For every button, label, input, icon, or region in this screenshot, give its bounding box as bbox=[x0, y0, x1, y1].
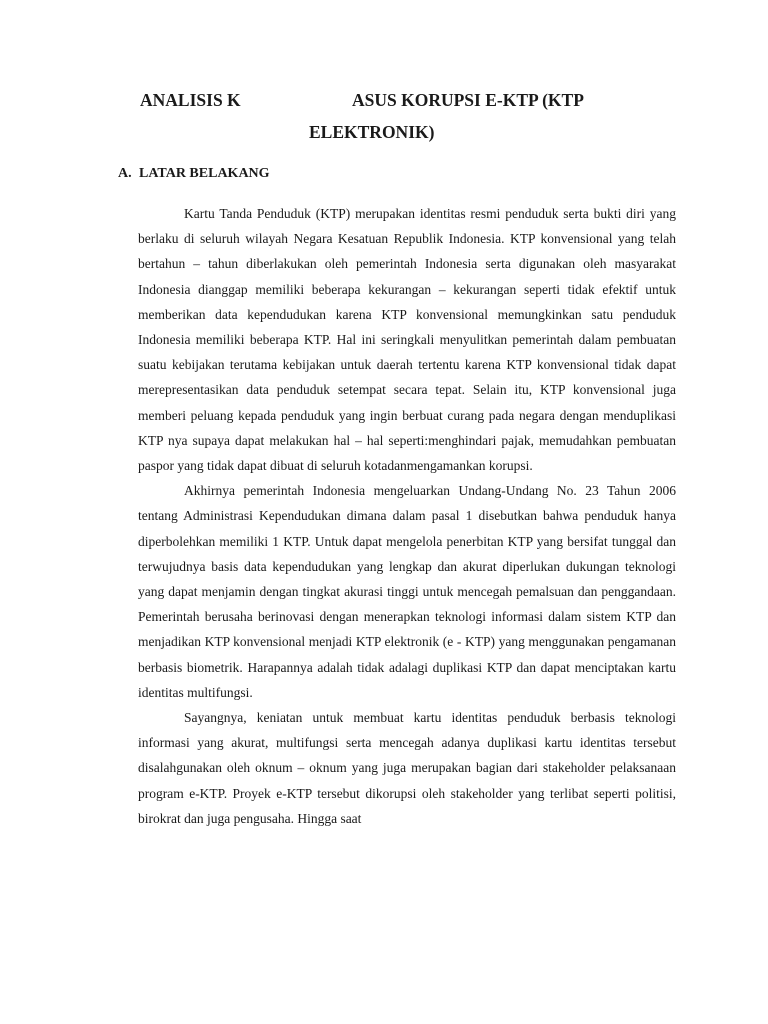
section-letter: A. bbox=[118, 166, 132, 181]
paragraph-2: Akhirnya pemerintah Indonesia mengeluarkan Undang-Undang No. 23 Tahun 2006 tentang Administrasi Kependudukan dimana dalam pasal 1 disebutkan bahwa penduduk hanya diperbolehkan memiliki 1 KTP. Untuk dapat mengelola penerbitan KTP yang bersifat tunggal dan terwujudnya basis data kependudukan yang lengkap dan akurat diperlukan dukungan teknologi yang dapat menjamin dengan tingkat akurasi tinggi untuk mencegah pemalsuan dan penggandaan. Pemerintah berusaha berinovasi dengan menerapkan teknologi informasi dalam sistem KTP dan menjadikan KTP konvensional menjadi KTP elektronik (e - KTP) yang menggunakan pengamanan berbasis biometrik. Harapannya adalah tidak adalagi duplikasi KTP dan dapat menciptakan kartu identitas multifungsi. bbox=[138, 483, 676, 700]
title-part-2: ASUS KORUPSI E-KTP (KTP bbox=[352, 90, 584, 110]
document-title bbox=[140, 90, 584, 111]
section-heading-text: LATAR BELAKANG bbox=[139, 166, 270, 181]
document-title-line-2: ELEKTRONIK) bbox=[309, 122, 435, 142]
body-text bbox=[138, 201, 676, 831]
title-part-1: ANALISIS K bbox=[140, 90, 241, 110]
section-heading bbox=[118, 166, 270, 182]
paragraph-3: Sayangnya, keniatan untuk membuat kartu identitas penduduk berbasis teknologi informasi yang akurat, multifungsi serta mencegah adanya duplikasi kartu identitas tersebut disalahgunakan oleh oknum – oknum yang juga merupakan bagian dari stakeholder pelaksanaan program e-KTP. Proyek e-KTP tersebut dikorupsi oleh stakeholder yang terlibat seperti politisi, birokrat dan juga pengusaha. Hingga saat bbox=[138, 710, 676, 826]
paragraph-1: Kartu Tanda Penduduk (KTP) merupakan identitas resmi penduduk serta bukti diri yang berlaku di seluruh wilayah Negara Kesatuan Republik Indonesia. KTP konvensional yang telah bertahun – tahun diberlakukan oleh pemerintah Indonesia serta digunakan oleh masyarakat Indonesia dianggap memiliki beberapa kekurangan – kekurangan seperti tidak efektif untuk memberikan data kependudukan karena KTP konvensional memungkinkan satu penduduk Indonesia memiliki beberapa KTP. Hal ini seringkali menyulitkan pemerintah dalam pembuatan suatu kebijakan terutama kebijakan untuk daerah tertentu karena KTP konvensional tidak dapat merepresentasikan data penduduk setempat secara tepat. Selain itu, KTP konvensional juga memberi peluang kepada penduduk yang ingin berbuat curang pada negara dengan menduplikasi KTP nya supaya dapat melakukan hal – hal seperti:menghindari pajak, memudahkan pembuatan paspor yang tidak dapat dibuat di seluruh kotadanmengamankan korupsi. bbox=[138, 206, 676, 474]
